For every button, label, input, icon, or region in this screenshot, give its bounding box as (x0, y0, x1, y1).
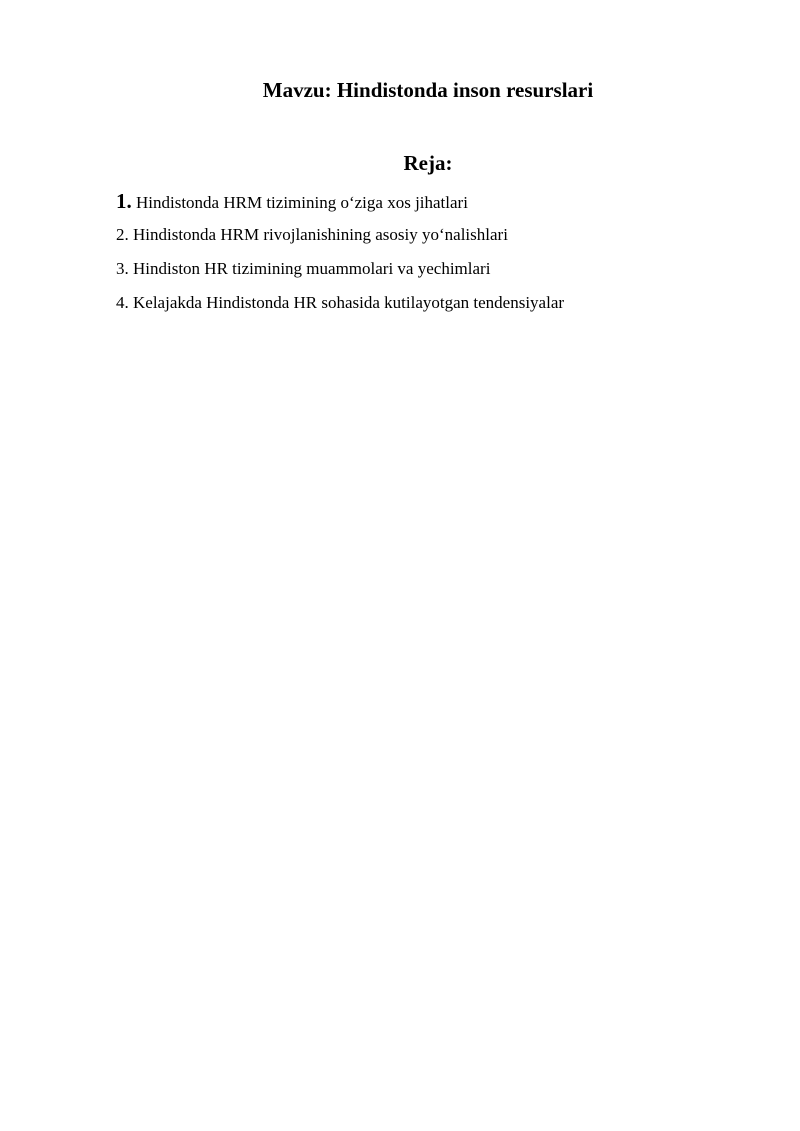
plan-item-1 (116, 190, 736, 224)
plan-item-2 (116, 224, 736, 258)
plan-item-text: Hindiston HR tizimining muammolari va yechimlari (133, 259, 491, 278)
plan-item-number: 3. (116, 259, 129, 278)
plan-item-number: 1. (116, 189, 132, 213)
plan-item-number: 2. (116, 225, 129, 244)
plan-heading: Reja: (403, 151, 453, 175)
plan-list (116, 190, 736, 326)
plan-item-3 (116, 258, 736, 292)
plan-item-text: Hindistonda HRM tizimining o‘ziga xos jihatlari (136, 193, 468, 212)
document-title: Mavzu: Hindistonda inson resurslari (262, 78, 594, 102)
plan-item-4 (116, 292, 736, 326)
plan-item-number: 4. (116, 293, 129, 312)
plan-item-text: Kelajakda Hindistonda HR sohasida kutilayotgan tendensiyalar (133, 293, 565, 312)
plan-item-text: Hindistonda HRM rivojlanishining asosiy yo‘nalishlari (133, 225, 508, 244)
